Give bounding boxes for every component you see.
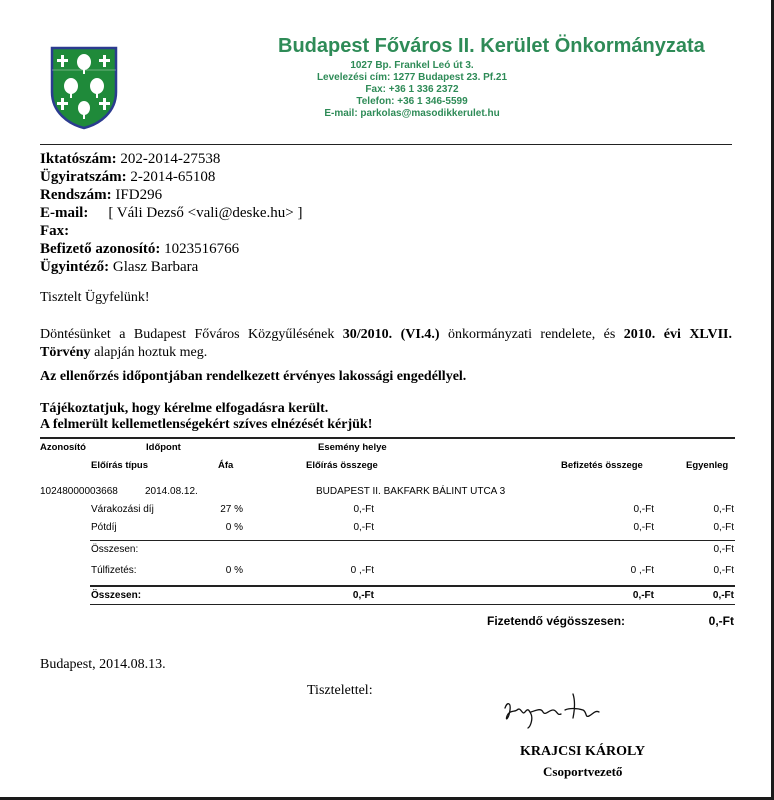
total-label: Összesen: bbox=[91, 590, 142, 601]
overpay-label: Túlfizetés: bbox=[91, 565, 137, 576]
table-top-rule bbox=[40, 437, 735, 439]
table-row-balance: 0,-Ft bbox=[713, 522, 734, 533]
subtotal-rule bbox=[90, 540, 735, 541]
total-rule bbox=[90, 585, 735, 587]
coat-of-arms-logo bbox=[50, 46, 118, 130]
th-befizetes-osszege: Befizetés összege bbox=[561, 460, 643, 471]
record-date: 2014.08.12. bbox=[145, 486, 198, 497]
office-phone: Telefon: +36 1 346-5599 bbox=[356, 96, 468, 107]
total-amount: 0,-Ft bbox=[352, 590, 374, 601]
info-line-2: A felmerült kellemetlenségekért szíves elnézését kérjük! bbox=[40, 417, 373, 432]
th-idopont: Időpont bbox=[146, 442, 181, 453]
office-title: Budapest Főváros II. Kerület Önkormányzata bbox=[278, 35, 705, 57]
meta-ugyintezo: Ügyintéző: Glasz Barbara bbox=[40, 259, 199, 275]
table-row-amount: 0,-Ft bbox=[353, 504, 374, 515]
table-row-balance: 0,-Ft bbox=[713, 504, 734, 515]
office-address: 1027 Bp. Frankel Leó út 3. bbox=[350, 60, 474, 71]
meta-befizeto: Befizető azonosító: 1023516766 bbox=[40, 241, 240, 257]
grand-total-label: Fizetendő végösszesen: bbox=[487, 614, 626, 628]
meta-rendszam: Rendszám: IFD296 bbox=[40, 187, 163, 203]
overpay-vat: 0 % bbox=[225, 565, 243, 576]
total-balance: 0,-Ft bbox=[712, 590, 734, 601]
office-fax: Fax: +36 1 336 2372 bbox=[365, 84, 459, 95]
place-date: Budapest, 2014.08.13. bbox=[40, 657, 166, 672]
table-row-paid: 0,-Ft bbox=[633, 522, 654, 533]
total-paid: 0,-Ft bbox=[632, 590, 654, 601]
table-row-vat: 27 % bbox=[220, 504, 243, 515]
th-eloiras-osszege: Előírás összege bbox=[306, 460, 378, 471]
header-divider bbox=[40, 144, 732, 145]
subtotal-balance: 0,-Ft bbox=[713, 544, 734, 555]
greeting: Tisztelt Ügyfelünk! bbox=[40, 290, 150, 305]
regards: Tisztelettel: bbox=[307, 683, 373, 698]
office-mail-address: Levelezési cím: 1277 Budapest 23. Pf.21 bbox=[316, 72, 508, 83]
meta-email: E-mail: [ Váli Dezső <vali@deske.hu> ] bbox=[40, 205, 303, 221]
info-line-1: Tájékoztatjuk, hogy kérelme elfogadásra került. bbox=[40, 401, 329, 416]
record-place: BUDAPEST II. BAKFARK BÁLINT UTCA 3 bbox=[316, 486, 506, 497]
subtotal-label: Összesen: bbox=[91, 544, 139, 555]
th-azonosito: Azonosító bbox=[40, 442, 86, 453]
th-egyenleg: Egyenleg bbox=[686, 460, 729, 471]
check-line: Az ellenőrzés időpontjában rendelkezett érvényes lakossági engedéllyel. bbox=[40, 369, 467, 384]
record-id: 10248000003668 bbox=[40, 486, 118, 497]
table-row-vat: 0 % bbox=[225, 522, 243, 533]
th-eloiras-tipus: Előírás típus bbox=[91, 460, 149, 471]
office-email: E-mail: parkolas@masodikkerulet.hu bbox=[324, 108, 500, 119]
decision-line-1: Döntésünket a Budapest Főváros Közgyűlésének 30/2010. (VI.4.) önkormányzati rendelete, és 2010. évi XLVII. bbox=[40, 327, 732, 342]
th-esemeny-helye: Esemény helye bbox=[318, 442, 387, 453]
overpay-amount: 0 ,-Ft bbox=[350, 565, 374, 576]
total-bottom-rule bbox=[90, 604, 735, 605]
decision-line-2: Törvény alapján hoztuk meg. bbox=[40, 345, 208, 360]
signer-role: Csoportvezető bbox=[543, 764, 623, 779]
handwritten-signature bbox=[495, 688, 610, 736]
overpay-paid: 0 ,-Ft bbox=[630, 565, 654, 576]
grand-total-value: 0,-Ft bbox=[708, 614, 734, 628]
overpay-balance: 0,-Ft bbox=[713, 565, 734, 576]
meta-ugyiratszam: Ügyiratszám: 2-2014-65108 bbox=[40, 169, 216, 185]
table-row-type: Várakozási díj bbox=[91, 504, 154, 515]
table-row-paid: 0,-Ft bbox=[633, 504, 654, 515]
table-row-type: Pótdíj bbox=[91, 522, 117, 533]
signer-name: KRAJCSI KÁROLY bbox=[520, 744, 646, 759]
meta-fax: Fax: bbox=[40, 223, 70, 239]
meta-iktatoszam: Iktatószám: 202-2014-27538 bbox=[40, 151, 221, 167]
th-afa: Áfa bbox=[218, 460, 234, 471]
table-row-amount: 0,-Ft bbox=[353, 522, 374, 533]
